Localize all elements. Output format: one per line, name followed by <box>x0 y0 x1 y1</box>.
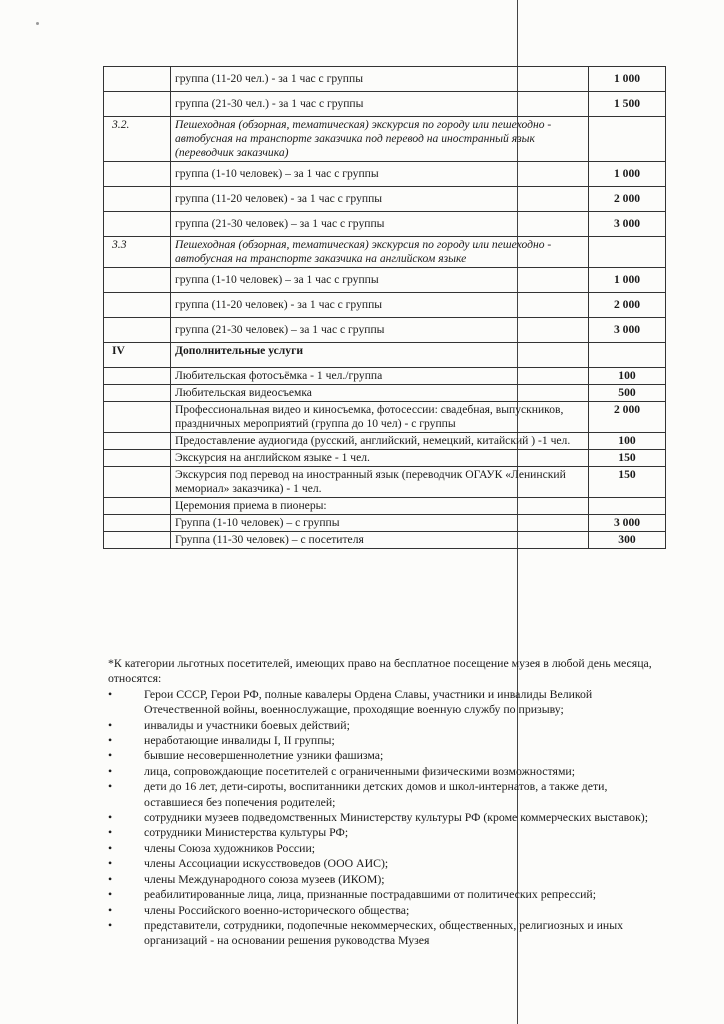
list-item <box>108 825 668 840</box>
bullet: • <box>108 748 113 763</box>
table-row <box>104 450 666 467</box>
row-number <box>104 385 171 402</box>
list-item-text: члены Российского военно-исторического общества; <box>144 902 410 917</box>
list-item <box>108 733 668 748</box>
row-description: группа (21-30 человек) – за 1 час с группы <box>171 318 589 343</box>
row-price: 300 <box>589 532 666 549</box>
bullet: • <box>108 871 113 886</box>
row-description: Пешеходная (обзорная, тематическая) экскурсия по городу или пешеходно - автобусная на транспорте заказчика на английском языке <box>171 237 589 268</box>
row-number <box>104 318 171 343</box>
row-price: 100 <box>589 368 666 385</box>
list-item-text: члены Международного союза музеев (ИКОМ); <box>144 871 385 886</box>
list-item-text: лица, сопровождающие посетителей с ограниченными физическими возможностями; <box>144 763 575 778</box>
table-row <box>104 212 666 237</box>
row-description: Церемония приема в пионеры: <box>171 498 589 515</box>
row-description: группа (1-10 человек) – за 1 час с группы <box>171 268 589 293</box>
row-price <box>589 343 666 368</box>
row-description: группа (11-20 человек) - за 1 час с группы <box>171 293 589 318</box>
table-row <box>104 162 666 187</box>
row-number <box>104 212 171 237</box>
list-item-text: дети до 16 лет, дети-сироты, воспитанники детских домов и школ-интернатов, а также дети, оставшиеся без попечения родителей; <box>144 779 608 809</box>
row-description: Группа (11-30 человек) – с посетителя <box>171 532 589 549</box>
row-number <box>104 268 171 293</box>
row-number <box>104 515 171 532</box>
notes-intro: *К категории льготных посетителей, имеющих право на бесплатное посещение музея в любой день месяца, относятся: <box>108 656 652 686</box>
section-heading: Дополнительные услуги <box>171 343 589 368</box>
table-row <box>104 368 666 385</box>
row-number <box>104 402 171 433</box>
list-item <box>108 748 668 763</box>
row-price: 500 <box>589 385 666 402</box>
list-item <box>108 841 668 856</box>
row-description: Предоставление аудиогида (русский, английский, немецкий, китайский ) -1 чел. <box>171 433 589 450</box>
table-row <box>104 67 666 92</box>
table-row <box>104 92 666 117</box>
row-number <box>104 67 171 92</box>
list-item-text: реабилитированные лица, лица, признанные пострадавшими от политических репрессий; <box>144 887 596 902</box>
list-item <box>108 687 668 718</box>
row-price: 2 000 <box>589 187 666 212</box>
row-price: 3 000 <box>589 318 666 343</box>
table-row <box>104 467 666 498</box>
row-description: Любительская фотосъёмка - 1 чел./группа <box>171 368 589 385</box>
row-price <box>589 237 666 268</box>
bullet: • <box>108 779 113 794</box>
row-price: 1 500 <box>589 92 666 117</box>
list-item-text: бывшие несовершеннолетние узники фашизма; <box>144 748 384 763</box>
row-number <box>104 92 171 117</box>
row-description: группа (1-10 человек) – за 1 час с группы <box>171 162 589 187</box>
row-description: группа (21-30 чел.) - за 1 час с группы <box>171 92 589 117</box>
row-number <box>104 187 171 212</box>
bullet: • <box>108 733 113 748</box>
row-price <box>589 498 666 515</box>
row-number <box>104 162 171 187</box>
row-number <box>104 532 171 549</box>
table-row <box>104 268 666 293</box>
row-number <box>104 433 171 450</box>
row-price: 2 000 <box>589 402 666 433</box>
row-number <box>104 368 171 385</box>
row-price: 1 000 <box>589 268 666 293</box>
list-item <box>108 764 668 779</box>
row-description: Любительская видеосъемка <box>171 385 589 402</box>
list-item <box>108 918 668 949</box>
row-price: 150 <box>589 467 666 498</box>
list-item-text: сотрудники музеев подведомственных Министерству культуры РФ (кроме коммерческих выставок); <box>144 810 649 825</box>
row-description: группа (11-20 человек) - за 1 час с группы <box>171 187 589 212</box>
row-price: 1 000 <box>589 162 666 187</box>
table-row <box>104 293 666 318</box>
table-row <box>104 433 666 450</box>
row-price: 3 000 <box>589 515 666 532</box>
price-table <box>103 66 666 549</box>
row-number: 3.3 <box>104 237 171 268</box>
row-number <box>104 450 171 467</box>
bullet: • <box>108 917 113 932</box>
list-item <box>108 887 668 902</box>
list-item-text: члены Союза художников России; <box>144 840 316 855</box>
list-item <box>108 718 668 733</box>
table-row <box>104 532 666 549</box>
list-item-text: представители, сотрудники, подопечные некоммерческих, общественных, религиозных и иных организаций - на основании решения руководства Музея <box>144 917 624 948</box>
table-row <box>104 318 666 343</box>
row-description: Пешеходная (обзорная, тематическая) экскурсия по городу или пешеходно - автобусная на транспорте заказчика под перевод на иностранный язык (переводчик заказчика) <box>171 117 589 162</box>
bullet: • <box>108 840 113 855</box>
list-item-text: инвалиды и участники боевых действий; <box>144 717 350 732</box>
table-row <box>104 385 666 402</box>
table-row <box>104 237 666 268</box>
table-row <box>104 187 666 212</box>
bullet: • <box>108 825 113 840</box>
row-price: 2 000 <box>589 293 666 318</box>
table-row <box>104 117 666 162</box>
bullet: • <box>108 763 113 778</box>
row-price: 1 000 <box>589 67 666 92</box>
row-price: 150 <box>589 450 666 467</box>
list-item <box>108 779 668 810</box>
table-row <box>104 515 666 532</box>
row-price <box>589 117 666 162</box>
row-number: IV <box>104 343 171 368</box>
row-description: группа (21-30 человек) – за 1 час с группы <box>171 212 589 237</box>
bullet: • <box>108 856 113 871</box>
list-item-text: Герои СССР, Герои РФ, полные кавалеры Ордена Славы, участники и инвалиды Великой Отечественной войны, военнослужащие, проходящие военную службу по призыву; <box>144 686 593 717</box>
bullet: • <box>108 887 113 902</box>
table-row <box>104 498 666 515</box>
bullet: • <box>108 810 113 825</box>
row-description: Профессиональная видео и киносъемка, фотосессии: свадебная, выпускников, праздничных мероприятий (группа до 10 чел) - с группы <box>171 402 589 433</box>
row-description: Экскурсия на английском языке - 1 чел. <box>171 450 589 467</box>
list-item <box>108 872 668 887</box>
row-number <box>104 293 171 318</box>
bullet: • <box>108 902 113 917</box>
bullet: • <box>108 717 113 732</box>
row-price: 3 000 <box>589 212 666 237</box>
table-row <box>104 343 666 368</box>
list-item-text: члены Ассоциации искусствоведов (ООО АИС); <box>144 856 389 871</box>
row-description: Экскурсия под перевод на иностранный язык (переводчик ОГАУК «Ленинский мемориал» заказчика) - 1 чел. <box>171 467 589 498</box>
row-number <box>104 498 171 515</box>
bullet: • <box>108 686 113 701</box>
row-price: 100 <box>589 433 666 450</box>
list-item-text: сотрудники Министерства культуры РФ; <box>144 825 349 840</box>
row-number: 3.2. <box>104 117 171 162</box>
row-number <box>104 467 171 498</box>
list-item <box>108 903 668 918</box>
row-description: Группа (1-10 человек) – с группы <box>171 515 589 532</box>
list-item <box>108 810 668 825</box>
list-item <box>108 856 668 871</box>
list-item-text: неработающие инвалиды I, II группы; <box>144 733 335 748</box>
benefit-notes <box>108 656 668 949</box>
row-description: группа (11-20 чел.) - за 1 час с группы <box>171 67 589 92</box>
table-row <box>104 402 666 433</box>
scan-dust <box>36 22 39 25</box>
